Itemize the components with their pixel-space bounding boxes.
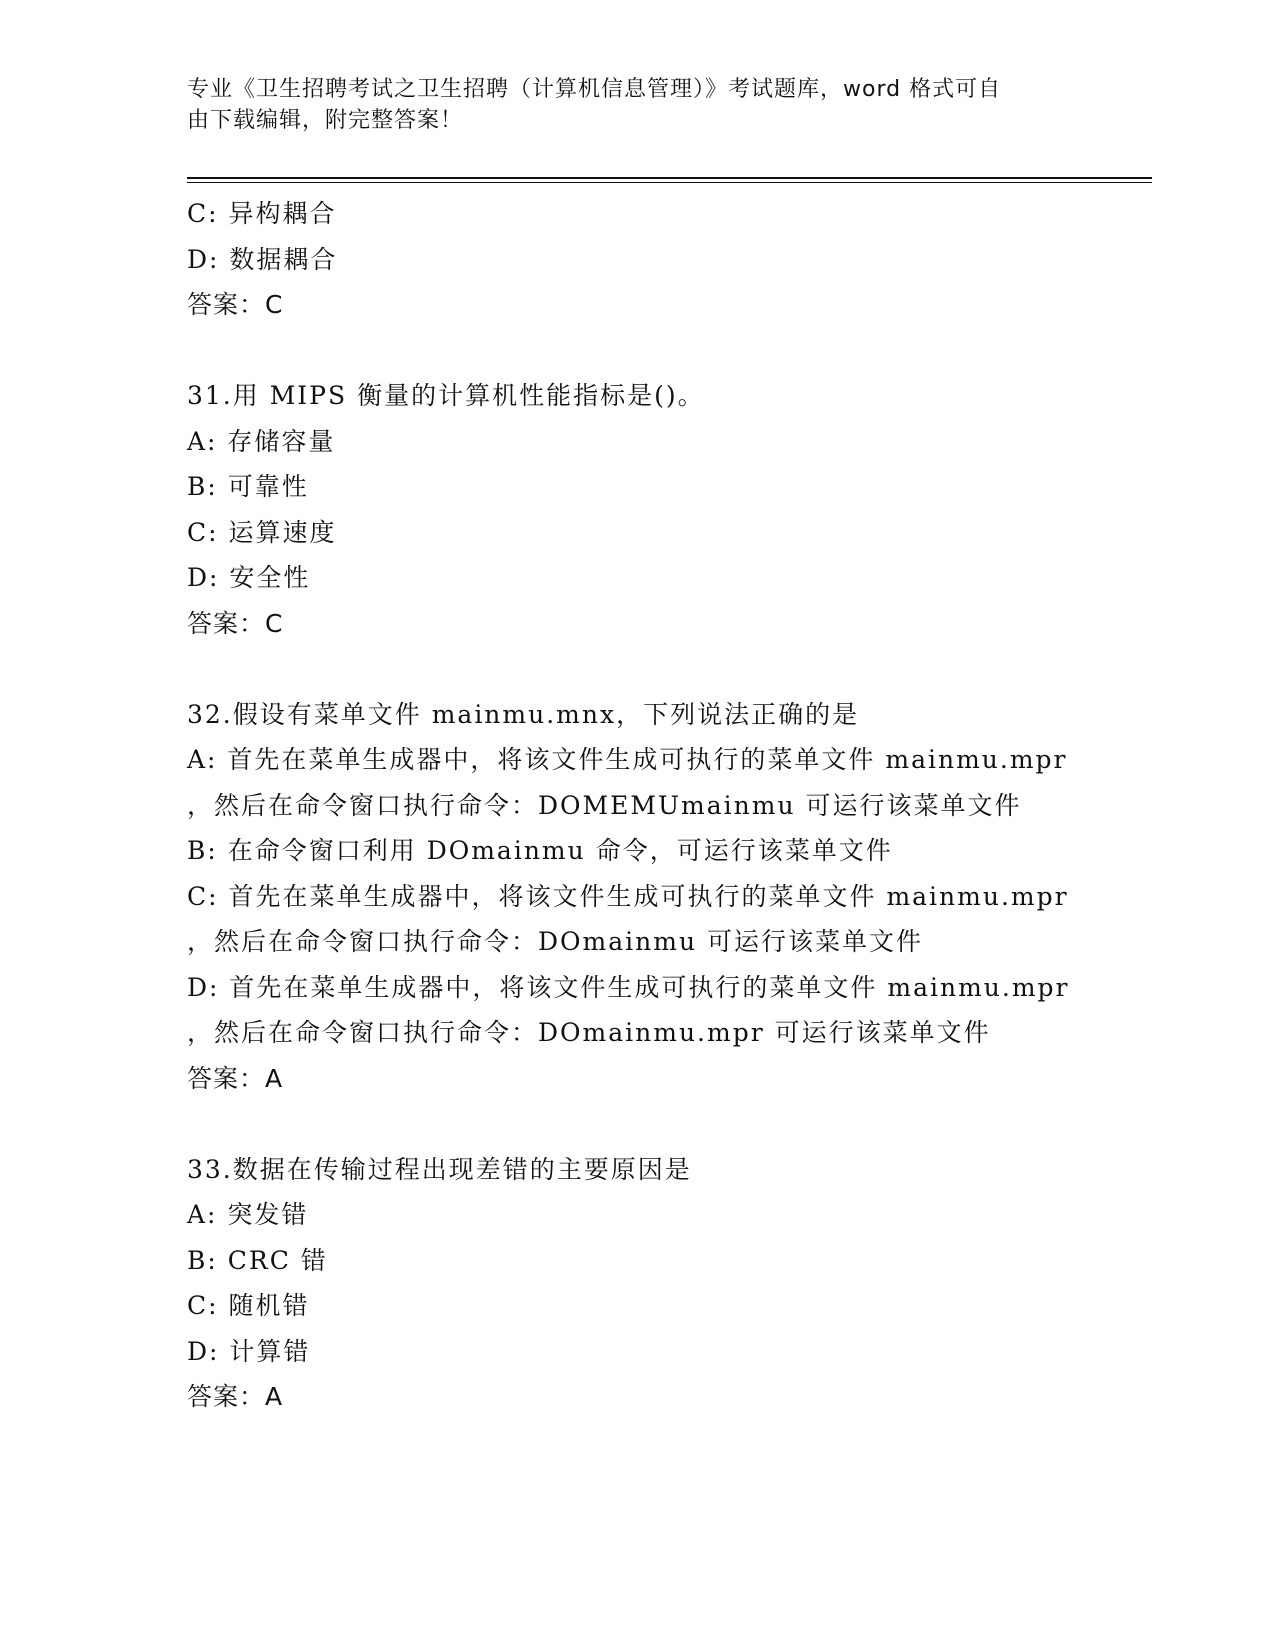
answer-line: 答案：C [187, 608, 284, 638]
option-a: A: 首先在菜单生成器中，将该文件生成可执行的菜单文件 mainmu.mpr [187, 745, 1068, 774]
question-32 [187, 692, 1147, 1102]
header-line-2: 由下载编辑，附完整答案！ [187, 108, 464, 133]
option-a: A: 突发错 [187, 1200, 309, 1229]
question-stem: 33.数据在传输过程出现差错的主要原因是 [187, 1154, 692, 1184]
option-c: C: 随机错 [187, 1291, 310, 1320]
answer-line: 答案：A [187, 1063, 284, 1093]
option-b: B: 可靠性 [187, 472, 309, 501]
question-30-tail [187, 191, 1147, 328]
option-d: D: 计算错 [187, 1336, 311, 1366]
question-stem: 32.假设有菜单文件 mainmu.mnx，下列说法正确的是 [187, 699, 860, 729]
option-b: B: CRC 错 [187, 1245, 328, 1275]
question-list [187, 191, 1147, 1420]
answer-line: 答案：C [187, 290, 284, 319]
option-a-continued: ，然后在命令窗口执行命令：DOMEMUmainmu 可运行该菜单文件 [187, 790, 1022, 820]
spacer [187, 1101, 1147, 1147]
option-c: C: 异构耦合 [187, 199, 337, 228]
option-d: D: 安全性 [187, 563, 311, 592]
option-d: D: 数据耦合 [187, 244, 338, 274]
option-b: B: 在命令窗口利用 DOmainmu 命令，可运行该菜单文件 [187, 836, 893, 865]
header-rule-thick [187, 177, 1152, 179]
option-c: C: 运算速度 [187, 517, 337, 547]
document-header [187, 74, 1067, 136]
header-line-1: 专业《卫生招聘考试之卫生招聘（计算机信息管理）》考试题库，word 格式可自 [187, 77, 1002, 102]
answer-line: 答案：A [187, 1382, 284, 1411]
option-c-continued: ，然后在命令窗口执行命令：DOmainmu 可运行该菜单文件 [187, 927, 924, 956]
question-31 [187, 373, 1147, 646]
spacer [187, 646, 1147, 692]
option-d-continued: ，然后在命令窗口执行命令：DOmainmu.mpr 可运行该菜单文件 [187, 1018, 991, 1047]
question-stem: 31.用 MIPS 衡量的计算机性能指标是()。 [187, 381, 705, 410]
option-d: D: 首先在菜单生成器中，将该文件生成可执行的菜单文件 mainmu.mpr [187, 972, 1070, 1002]
header-rule-thin [187, 182, 1152, 183]
question-33 [187, 1147, 1147, 1420]
option-c: C: 首先在菜单生成器中，将该文件生成可执行的菜单文件 mainmu.mpr [187, 881, 1069, 911]
spacer [187, 328, 1147, 374]
option-a: A: 存储容量 [187, 426, 336, 456]
